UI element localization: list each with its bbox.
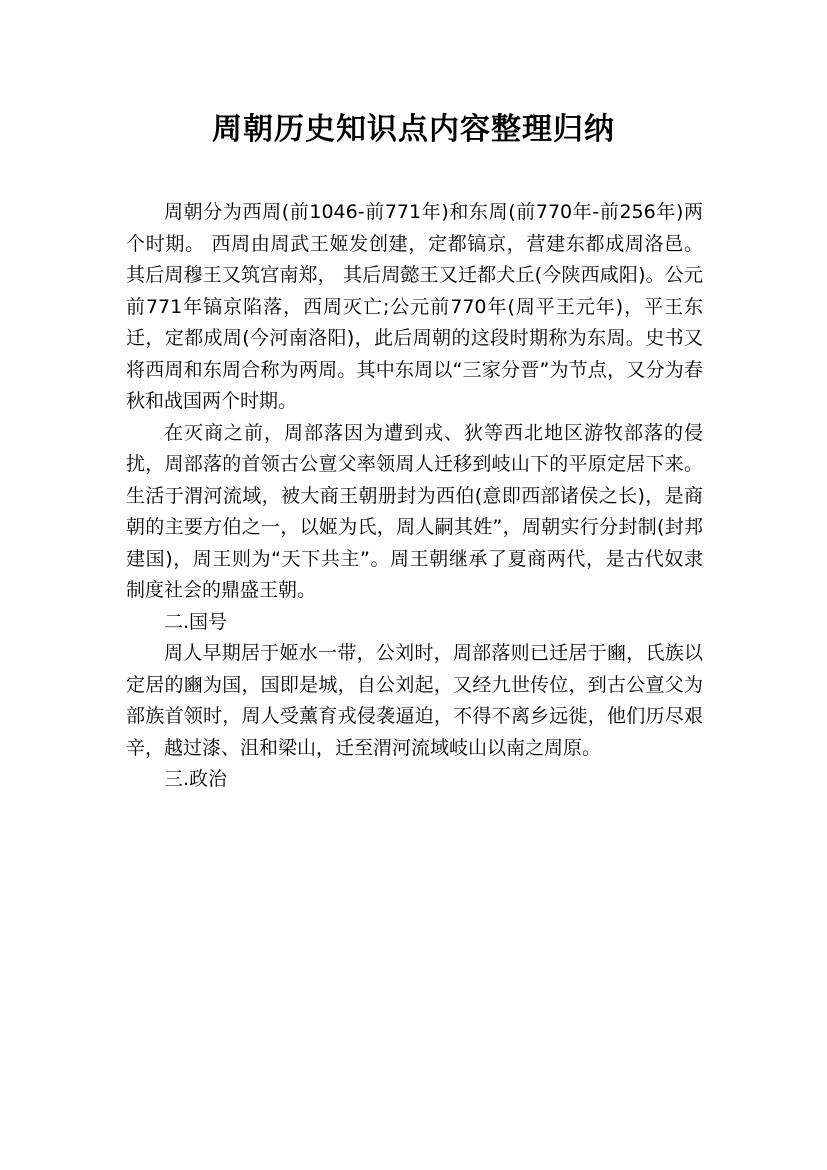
section-heading-politics: 三.政治 — [164, 768, 228, 790]
paragraph-dynasty-name: 周人早期居于姬水一带，公刘时，周部落则已迁居于豳，氏族以定居的豳为国，国即是城，自公刘起，又经九世传位，到古公亶父为部族首领时，周人受薰育戎侵袭逼迫，不得不离乡远徙，他们历尽艰辛，越过漆、沮和梁山，迁至渭河流域岐山以南之周原。 — [126, 642, 703, 759]
paragraph-before-shang-conquest: 在灭商之前，周部落因为遭到戎、狄等西北地区游牧部落的侵扰，周部落的首领古公亶父率领周人迁移到岐山下的平原定居下来。生活于渭河流域，被大商王朝册封为西伯(意即西部诸侯之长)，是商朝的主要方伯之一，以姬为氏，周人嗣其姓”，周朝实行分封制(封邦建国)，周王则为“天下共主”。周王朝继承了夏商两代，是古代奴隶制度社会的鼎盛王朝。 — [126, 421, 703, 601]
paragraph-division-periods: 周朝分为西周(前1046-前771年)和东周(前770年-前256年)两个时期。 西周由周武王姬发创建，定都镐京，营建东都成周洛邑。 其后周穆王又筑宫南郑， 其后周懿王又迁都犬丘(今陕西咸阳)。公元前771年镐京陷落，西周灭亡;公元前770年(周平王元年)，平王东迁，定都成周(今河南洛阳)，此后周朝的这段时期称为东周。史书又将西周和东周合称为两周。其中东周以“三家分晋”为节点，又分为春秋和战国两个时期。 — [126, 201, 703, 412]
section-heading-dynasty-name: 二.国号 — [164, 610, 228, 633]
document-title: 周朝历史知识点内容整理归纳 — [212, 112, 615, 147]
document-body — [126, 197, 703, 796]
